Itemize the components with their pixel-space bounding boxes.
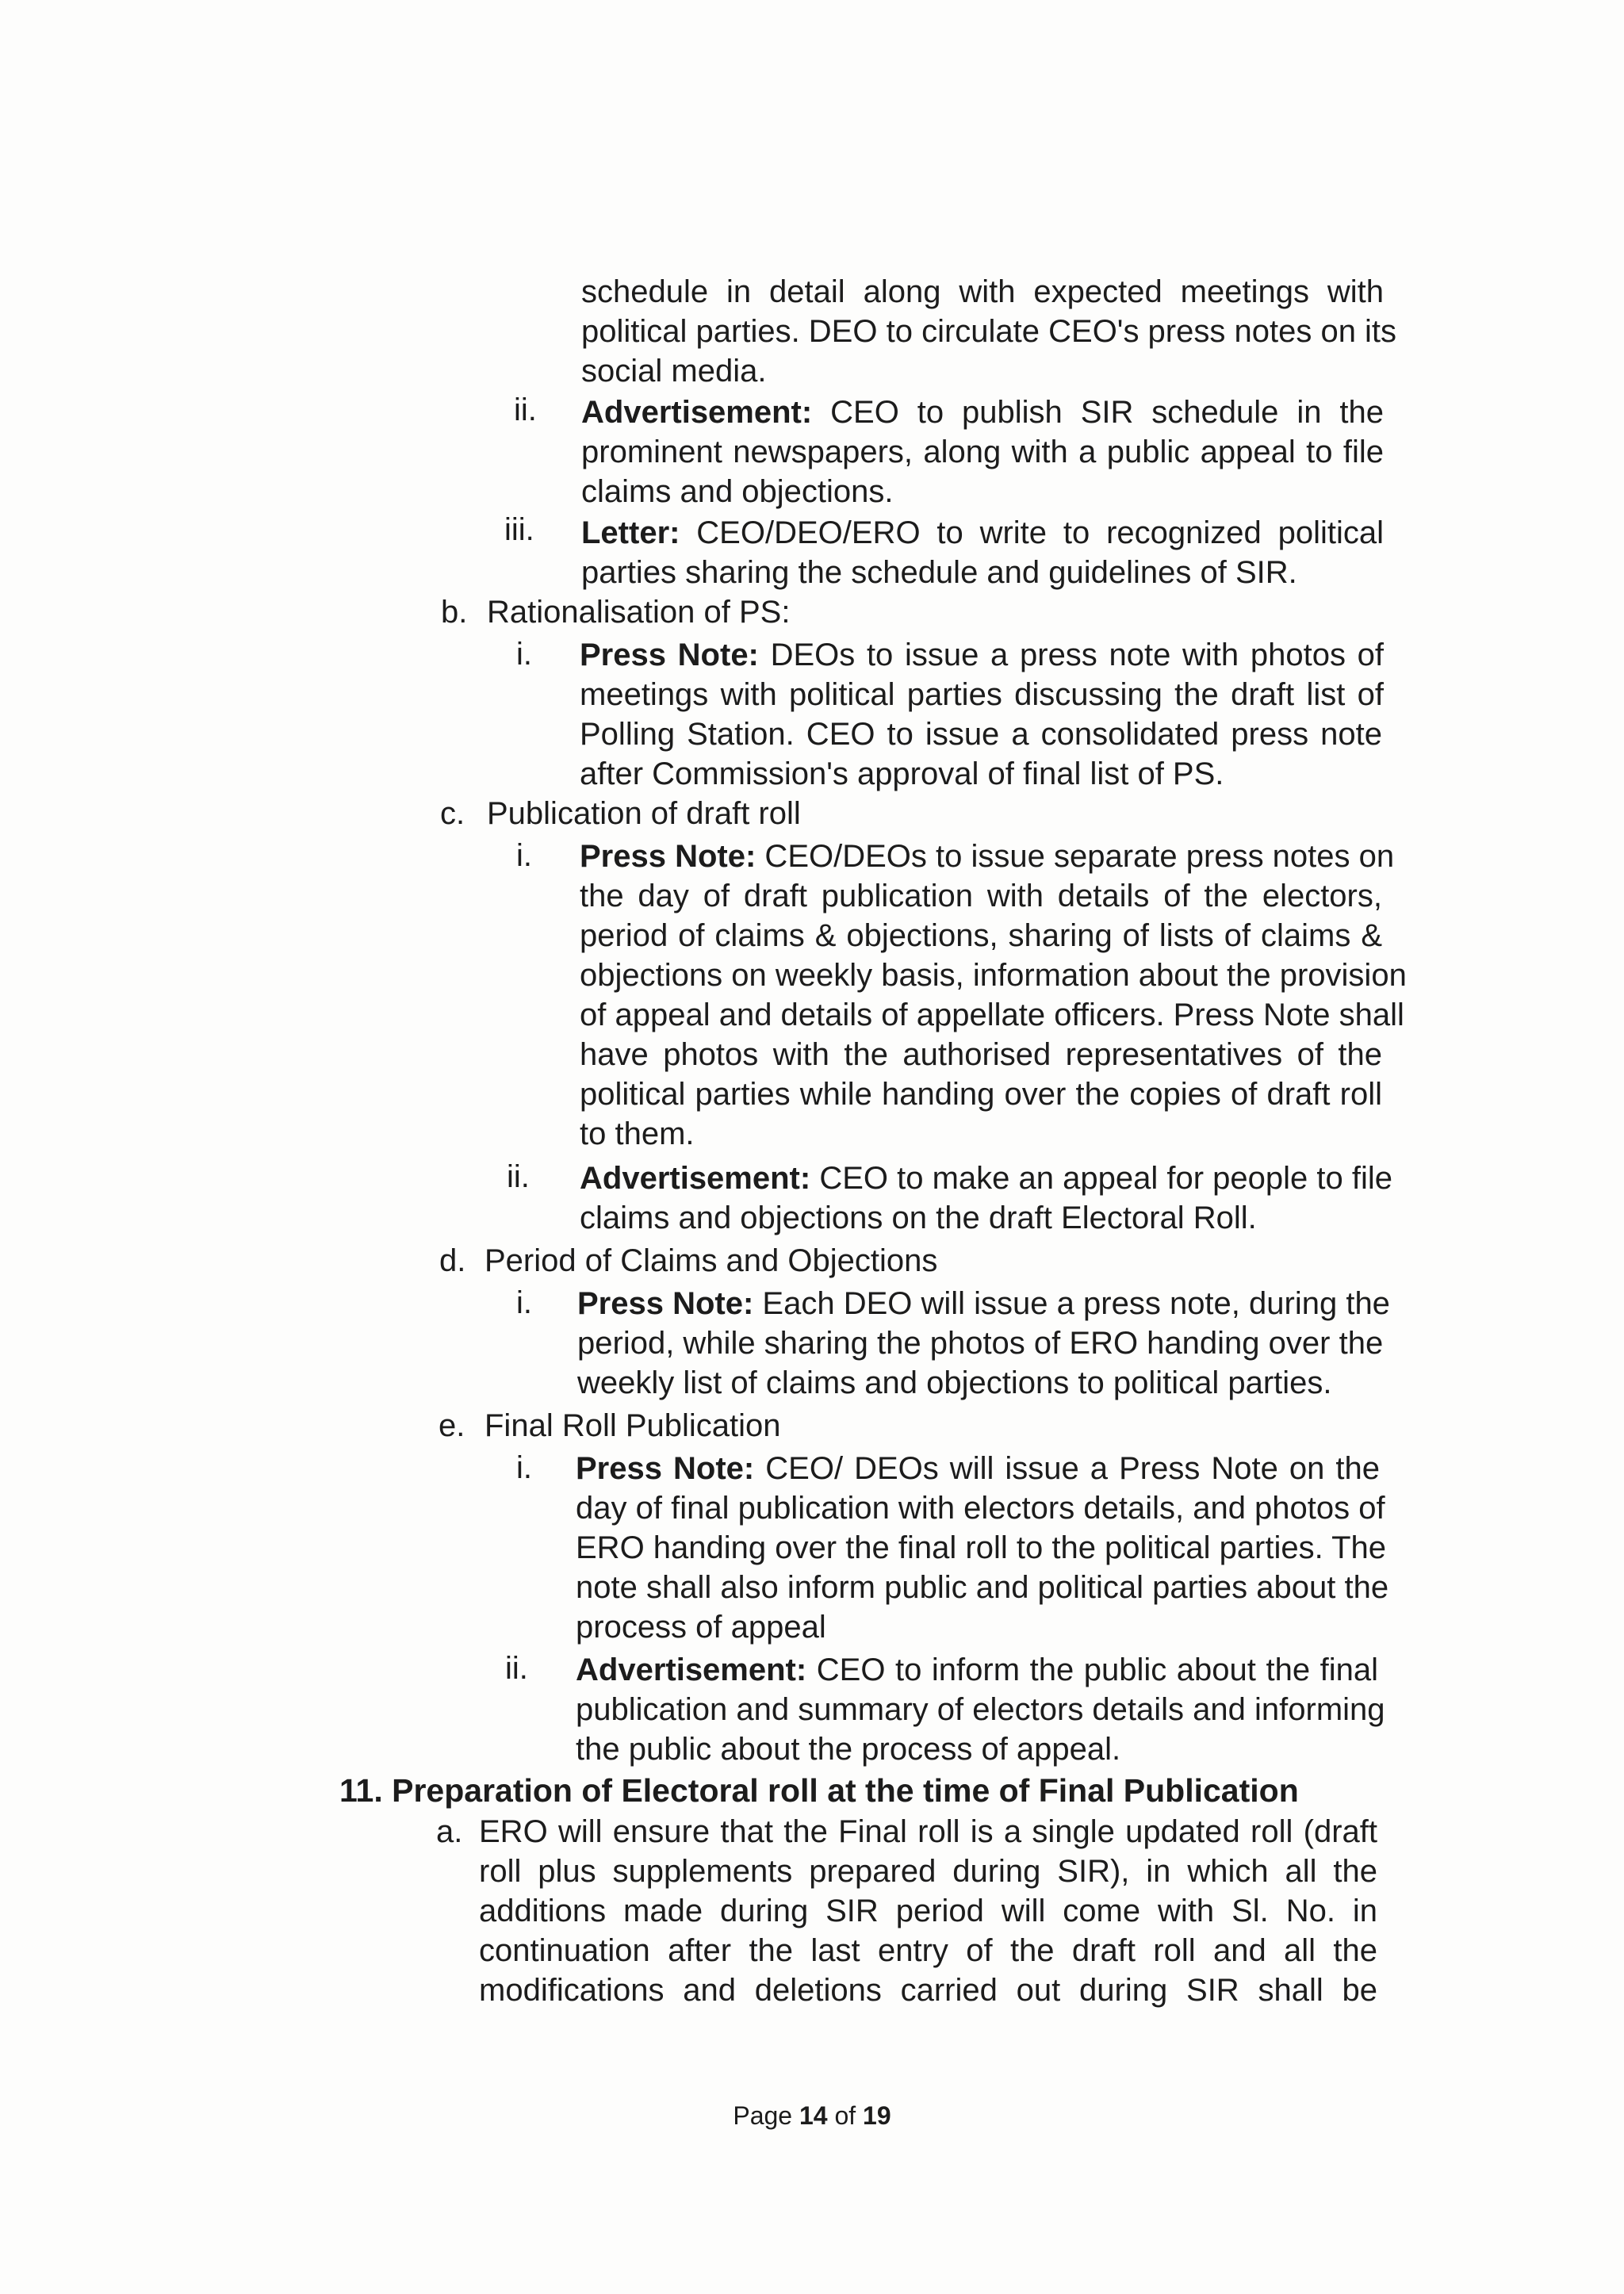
list-marker: c. (440, 796, 465, 831)
para-line: Polling Station. CEO to issue a consolidated press note (580, 717, 1382, 752)
para-line: ERO will ensure that the Final roll is a single updated roll (draft (479, 1814, 1377, 1849)
list-marker: ii. (507, 1159, 530, 1194)
list-marker: d. (439, 1243, 466, 1278)
para-line: publication and summary of electors details and informing (576, 1692, 1385, 1727)
subsection-heading: Publication of draft roll (487, 796, 801, 831)
list-marker: e. (439, 1408, 465, 1443)
para-line: weekly list of claims and objections to political parties. (577, 1365, 1332, 1400)
item-title: Advertisement: (580, 1161, 811, 1196)
list-item-first-line (576, 1453, 1380, 1484)
item-title: Advertisement: (581, 395, 813, 430)
para-line: to them. (580, 1116, 695, 1151)
list-marker: iii. (504, 512, 534, 547)
list-marker: i. (516, 1285, 532, 1320)
list-marker: ii. (505, 1651, 528, 1686)
subsection-heading: Period of Claims and Objections (485, 1243, 938, 1278)
para-line: the day of draft publication with details of the electors, (580, 879, 1382, 913)
list-marker: i. (516, 637, 532, 672)
list-item-first-line (581, 396, 1384, 428)
section-heading: 11. Preparation of Electoral roll at the time of Final Publication (339, 1772, 1299, 1809)
list-item-first-line (581, 517, 1384, 549)
para-line: process of appeal (576, 1610, 826, 1645)
page-footer (0, 2101, 1624, 2131)
item-title: Press Note: (580, 638, 759, 672)
para-line: political parties while handing over the copies of draft roll (580, 1077, 1382, 1112)
item-text: Each DEO will issue a press note, during the (753, 1286, 1390, 1321)
para-line: ERO handing over the final roll to the political parties. The (576, 1530, 1387, 1565)
para-line: claims and objections on the draft Electoral Roll. (580, 1201, 1257, 1235)
list-item-first-line (577, 1286, 1390, 1321)
item-title: Press Note: (576, 1451, 755, 1486)
item-text: CEO to inform the public about the final (806, 1653, 1378, 1687)
para-line: period of claims & objections, sharing of lists of claims & (580, 918, 1382, 953)
para-line: after Commission's approval of final list of PS. (580, 756, 1224, 791)
para-line: the public about the process of appeal. (576, 1732, 1121, 1767)
para-line: additions made during SIR period will come with Sl. No. in (479, 1894, 1377, 1928)
item-text: DEOs to issue a press note with photos of (758, 638, 1385, 672)
para-line: note shall also inform public and political parties about the (576, 1570, 1389, 1605)
para-line: objections on weekly basis, information about the provision (580, 958, 1407, 993)
list-marker: b. (441, 595, 468, 630)
list-marker: ii. (514, 393, 537, 427)
list-item-first-line (580, 839, 1395, 874)
page-of-label: of (827, 2101, 864, 2130)
list-marker: a. (436, 1814, 463, 1849)
current-page-number: 14 (799, 2101, 828, 2130)
para-line: day of final publication with electors details, and photos of (576, 1491, 1385, 1526)
item-text: CEO/ DEOs will issue a Press Note on the (754, 1451, 1381, 1486)
item-text: CEO to make an appeal for people to file (810, 1161, 1392, 1196)
para-line: have photos with the authorised representatives of the (580, 1037, 1382, 1072)
list-item-first-line (576, 1654, 1378, 1686)
item-text: CEO to publish SIR schedule in the (812, 395, 1384, 430)
total-pages-number: 19 (863, 2101, 891, 2130)
item-text: CEO/DEOs to issue separate press notes on (756, 839, 1395, 874)
item-title: Press Note: (577, 1286, 754, 1321)
para-line: parties sharing the schedule and guidelines of SIR. (581, 555, 1297, 590)
para-line: of appeal and details of appellate officers. Press Note shall (580, 998, 1404, 1032)
para-line: period, while sharing the photos of ERO handing over the (577, 1326, 1384, 1361)
item-title: Press Note: (580, 839, 756, 874)
list-marker: i. (516, 1450, 532, 1485)
subsection-heading: Rationalisation of PS: (487, 595, 791, 630)
para-line: modifications and deletions carried out during SIR shall be (479, 1973, 1377, 2008)
list-item-first-line (580, 1161, 1392, 1196)
item-title: Advertisement: (576, 1653, 807, 1687)
para-line: schedule in detail along with expected meetings with (581, 274, 1384, 309)
para-line: continuation after the last entry of the draft roll and all the (479, 1933, 1377, 1968)
para-line: political parties. DEO to circulate CEO's press notes on its (581, 314, 1397, 349)
item-text: CEO/DEO/ERO to write to recognized political (680, 515, 1384, 550)
item-title: Letter: (581, 515, 680, 550)
subsection-heading: Final Roll Publication (485, 1408, 781, 1443)
para-line: roll plus supplements prepared during SIR), in which all the (479, 1854, 1377, 1889)
list-marker: i. (516, 838, 532, 873)
page-label: Page (733, 2101, 799, 2130)
para-line: meetings with political parties discussing the draft list of (580, 677, 1384, 712)
para-line: social media. (581, 354, 767, 389)
list-item-first-line (580, 639, 1384, 671)
para-line: prominent newspapers, along with a public appeal to file (581, 435, 1384, 469)
para-line: claims and objections. (581, 474, 894, 509)
